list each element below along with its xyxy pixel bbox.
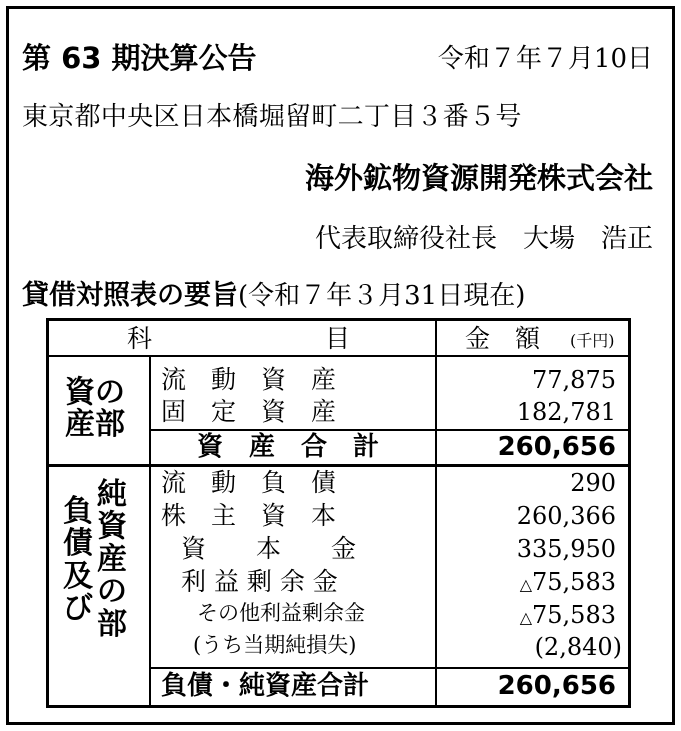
liabilities-label-char: 債 (63, 526, 93, 562)
current-assets-value: 77,875 (532, 366, 616, 394)
assets-total-divider (149, 429, 628, 431)
column-header-unit: (千円) (570, 331, 615, 350)
assets-label-line-2: 産部 (65, 407, 125, 443)
liabilities-label-char: 資 (97, 509, 127, 545)
liabilities-label-char: 及 (63, 558, 93, 594)
header-divider (49, 355, 628, 357)
fixed-assets-value: 182,781 (516, 398, 616, 426)
negative-mark: △ (519, 608, 533, 627)
liabilities-total-divider (149, 667, 628, 669)
notice-title: 第 63 期決算公告 (22, 41, 257, 75)
amount-column-divider (435, 321, 437, 705)
net-loss-label: (うち当期純損失) (193, 633, 357, 657)
liabilities-label-char: の (97, 574, 127, 610)
capital-label: 資 本 金 (181, 534, 357, 563)
retained-earnings-label: 利 益 剰 余 金 (181, 567, 338, 596)
shareholders-equity-value: 260,366 (516, 502, 616, 530)
subtitle-date: (令和７年３月31日現在) (238, 281, 526, 311)
balance-sheet-table (46, 318, 631, 708)
assets-label-line-1: 資の (65, 375, 125, 410)
balance-sheet-subtitle (22, 282, 525, 309)
liabilities-label-char: 産 (97, 541, 127, 577)
section-divider (49, 464, 628, 467)
representative: 代表取締役社長 大場 浩正 (314, 224, 653, 254)
company-name: 海外鉱物資源開発株式会社 (304, 161, 653, 195)
total-assets-value: 260,656 (497, 432, 616, 462)
liabilities-label-column-1 (63, 496, 93, 626)
column-header-item-1: 科 (127, 324, 153, 353)
other-retained-earnings-value (520, 603, 616, 627)
liabilities-label-char: 部 (97, 606, 127, 642)
retained-earnings-value (520, 570, 616, 594)
negative-mark: △ (519, 575, 533, 594)
capital-value: 335,950 (516, 535, 616, 563)
liabilities-label-char: 負 (63, 494, 93, 529)
retained-earnings-amount: 75,583 (532, 568, 616, 596)
label-column-divider (149, 355, 151, 705)
liabilities-label-char: び (63, 591, 93, 627)
column-header-item-2: 目 (325, 324, 351, 353)
current-liabilities-value: 290 (570, 469, 616, 497)
company-address: 東京都中央区日本橋堀留町二丁目３番５号 (22, 102, 522, 132)
shareholders-equity-label: 株 主 資 本 (161, 501, 337, 530)
net-loss-value: (2,840) (534, 633, 622, 661)
current-assets-label: 流 動 資 産 (161, 365, 337, 394)
current-liabilities-label: 流 動 負 債 (161, 468, 337, 497)
liabilities-label-char: 純 (97, 477, 127, 512)
other-retained-earnings-label: その他利益剰余金 (197, 601, 365, 625)
other-retained-earnings-amount: 75,583 (532, 601, 616, 629)
notice-date: 令和７年７月10日 (437, 44, 653, 74)
total-liabilities-net-assets-value: 260,656 (497, 671, 616, 701)
assets-section-label (65, 377, 125, 442)
total-assets-label: 資 産 合 計 (197, 432, 380, 462)
total-liabilities-net-assets-label: 負債・純資産合計 (161, 671, 370, 701)
column-header-amount: 金 額 (465, 324, 541, 353)
liabilities-label-column-2 (97, 479, 127, 641)
fixed-assets-label: 固 定 資 産 (161, 397, 337, 426)
subtitle-main: 貸借対照表の要旨 (22, 280, 238, 311)
